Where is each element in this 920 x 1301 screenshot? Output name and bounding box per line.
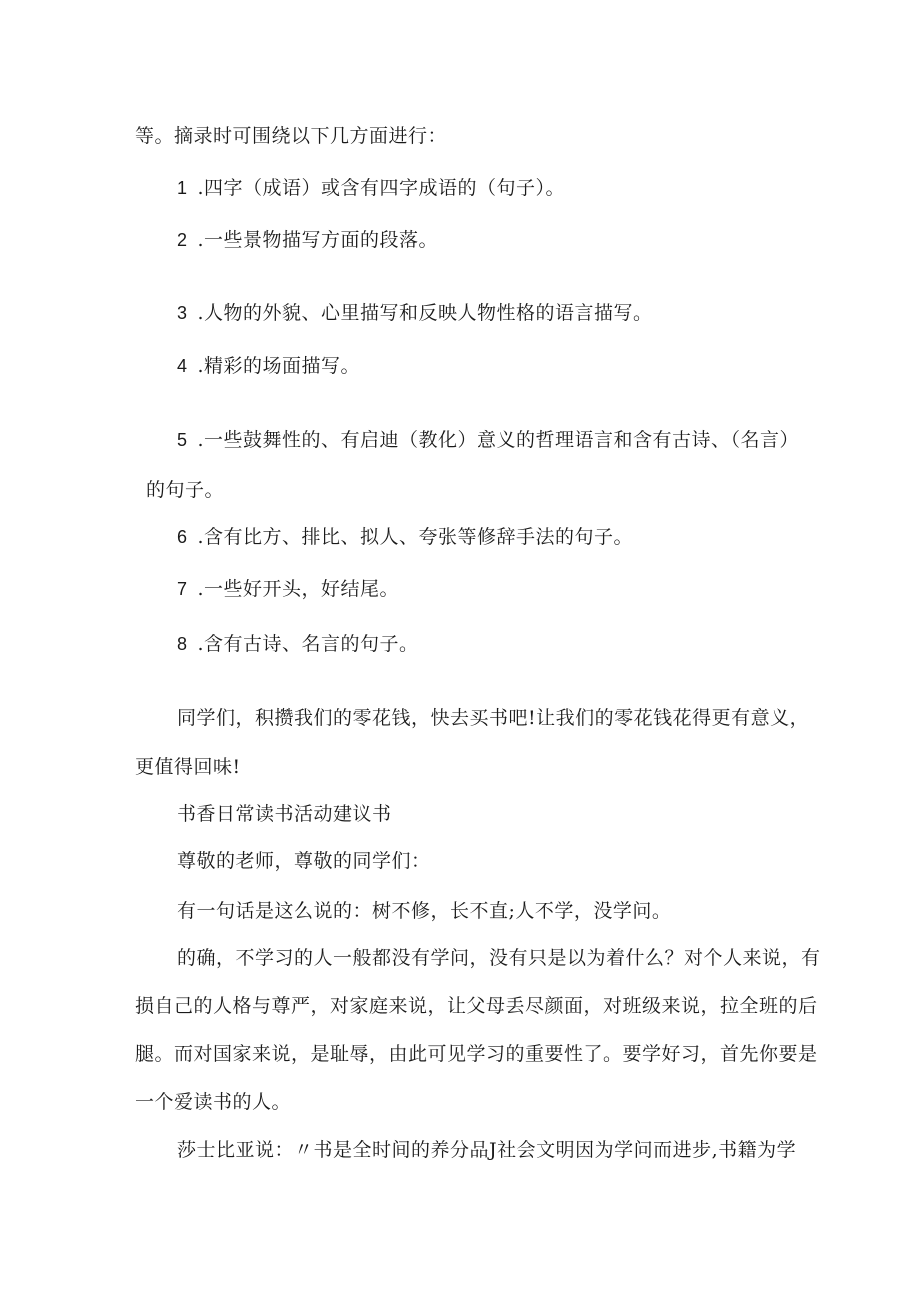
list-number: 2 <box>177 230 188 250</box>
list-item-continuation: 的句子。 <box>146 479 225 501</box>
list-number: 1 <box>177 178 188 198</box>
list-item <box>177 431 799 450</box>
list-number: 3 <box>177 303 188 323</box>
list-number: 4 <box>177 356 188 376</box>
list-item <box>177 357 360 376</box>
list-text: .含有古诗、名言的句子。 <box>197 633 419 655</box>
intro-line: 等。摘录时可围绕以下几方面进行： <box>135 125 448 147</box>
list-text: .一些鼓舞性的、有启迪（教化）意义的哲理语言和含有古诗、（名言） <box>197 429 800 451</box>
quote-line: 莎士比亚说：〃书是全时间的养分品J社会文明因为学问而进步,书籍为学 <box>177 1139 797 1161</box>
saying-line: 有一句话是这么说的：树不修，长不直;人不学，没学问。 <box>177 900 672 922</box>
list-number: 6 <box>177 527 188 547</box>
greeting-line: 尊敬的老师，尊敬的同学们： <box>177 850 431 872</box>
list-item <box>177 179 565 198</box>
list-text: .四字（成语）或含有四字成语的（句子）。 <box>197 177 566 199</box>
list-text: .人物的外貌、心里描写和反映人物性格的语言描写。 <box>197 302 653 324</box>
paragraph-line: 一个爱读书的人。 <box>135 1091 292 1113</box>
list-number: 7 <box>177 579 188 599</box>
list-text: .精彩的场面描写。 <box>197 355 361 377</box>
list-text: .一些好开头，好结尾。 <box>197 578 400 600</box>
list-number: 5 <box>177 430 188 450</box>
list-item <box>177 304 653 323</box>
list-number: 8 <box>177 634 188 654</box>
list-text: .一些景物描写方面的段落。 <box>197 229 439 251</box>
list-item <box>177 635 419 654</box>
list-text: .含有比方、排比、拟人、夸张等修辞手法的句子。 <box>197 526 634 548</box>
paragraph-line: 的确，不学习的人一般都没有学问，没有只是以为着什么？对个人来说，有 <box>177 947 821 969</box>
document-title: 书香日常读书活动建议书 <box>177 803 392 825</box>
paragraph-line: 损自己的人格与尊严，对家庭来说，让父母丢尽颜面，对班级来说，拉全班的后 <box>135 995 818 1017</box>
paragraph-line: 腿。而对国家来说，是耻辱，由此可见学习的重要性了。要学好习，首先你要是 <box>135 1043 818 1065</box>
closing-line: 同学们，积攒我们的零花钱，快去买书吧!让我们的零花钱花得更有意义， <box>177 707 810 729</box>
list-item <box>177 580 399 599</box>
list-item <box>177 528 633 547</box>
closing-line: 更值得回味! <box>135 756 241 778</box>
list-item <box>177 231 438 250</box>
